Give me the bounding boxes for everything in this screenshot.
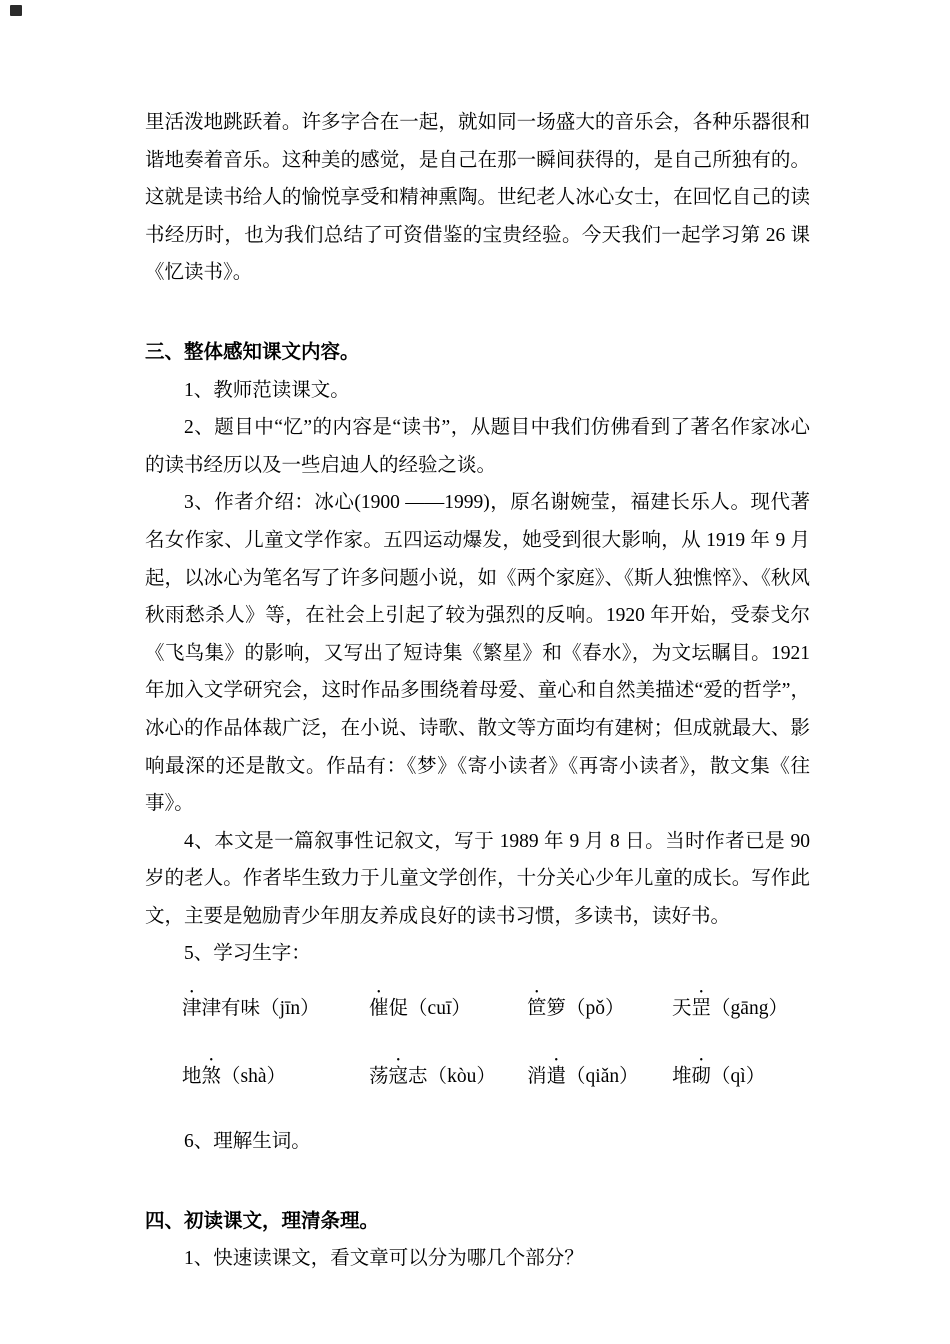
emphasis-dot: • <box>201 1055 222 1067</box>
paragraph: 1、教师范读课文。 <box>184 379 350 401</box>
section-heading: 四、初读课文，理清条理。 <box>145 1210 380 1232</box>
paragraph: 5、学习生字： <box>184 943 311 965</box>
paragraph: 2、题目中“忆”的内容是“读书”，从题目中我们仿佛看到了著名作家冰心的读书经历以及一些启迪人的经验之谈。 <box>145 417 810 476</box>
emphasized-character: 罡• <box>691 987 712 1020</box>
emphasized-character: 笸• <box>527 987 547 1020</box>
emphasis-dot: • <box>546 1055 567 1067</box>
paragraph: 里活泼地跳跃着。许多字合在一起，就如同一场盛大的音乐会，各种乐器很和谐地奏着音乐。这种美的感觉，是自己在那一瞬间获得的，是自己所独有的。这就是读书给人的愉悦享受和精神熏陶。世纪老人冰心女士，在回忆自己的读书经历时，也为我们总结了可资借鉴的宝贵经验。今天我们一起学习第 26 课《忆读书》。 <box>145 112 810 284</box>
vocab-item: 地煞•（shà） <box>182 1055 287 1088</box>
emphasized-character: 砌• <box>691 1055 712 1088</box>
emphasis-dot: • <box>369 987 389 999</box>
emphasis-dot: • <box>182 987 202 999</box>
section-heading: 三、整体感知课文内容。 <box>145 341 360 363</box>
paragraph: 3、作者介绍：冰心(1900 ——1999)，原名谢婉莹，福建长乐人。现代著名女作家、儿童文学作家。五四运动爆发，她受到很大影响，从 1919 年 9 月起，以冰心为笔名写了许多问题小说，如《两个家庭》、《斯人独憔悴》、《秋风秋雨愁杀人》等，在社会上引起了较为强烈的反响。1920 年开始，受泰戈尔《飞鸟集》的影响，又写出了短诗集《繁星》和《春水》，为文坛瞩目。1921 年加入文学研究会，这时作品多围绕着母爱、童心和自然美描述“爱的哲学”，冰心的作品体裁广泛，在小说、诗歌、散文等方面均有建树；但成就最大、影响最深的还是散文。作品有：《梦》《寄小读者》《再寄小读者》，散文集《往事》。 <box>145 492 810 815</box>
emphasized-character: 寇• <box>388 1055 409 1088</box>
blank-line <box>145 1161 810 1203</box>
vocab-item: 笸•箩（pǒ） <box>527 987 625 1020</box>
page-corner-mark <box>10 5 22 16</box>
blank-line <box>145 292 810 334</box>
vocab-item: 堆砌•（qì） <box>672 1055 766 1088</box>
vocab-item: 荡寇•志（kòu） <box>369 1055 496 1088</box>
emphasis-dot: • <box>527 987 547 999</box>
vocab-item: 催•促（cuī） <box>369 987 471 1020</box>
document-body <box>145 104 810 1278</box>
vocab-item: 天罡•（gāng） <box>672 987 788 1020</box>
vocab-row <box>182 1055 810 1097</box>
emphasized-character: 煞• <box>201 1055 222 1088</box>
emphasis-dot: • <box>691 1055 712 1067</box>
paragraph: 6、理解生词。 <box>184 1131 311 1153</box>
paragraph: 4、本文是一篇叙事性记叙文，写于 1989 年 9 月 8 日。当时作者已是 90 岁的老人。作者毕生致力于儿童文学创作，十分关心少年儿童的成长。写作此文，主要是勉励青少年朋友养成良好的读书习惯，多读书，读好书。 <box>145 830 810 927</box>
emphasis-dot: • <box>388 1055 409 1067</box>
vocab-item: 津•津有味（jīn） <box>182 987 320 1020</box>
emphasized-character: 催• <box>369 987 389 1020</box>
emphasis-dot: • <box>691 987 712 999</box>
paragraph: 1、快速读课文，看文章可以分为哪几个部分？ <box>184 1248 584 1270</box>
emphasized-character: 津• <box>182 987 202 1020</box>
emphasized-character: 遣• <box>546 1055 567 1088</box>
vocab-item: 消遣•（qiǎn） <box>527 1055 639 1088</box>
vocab-row <box>182 987 810 1029</box>
